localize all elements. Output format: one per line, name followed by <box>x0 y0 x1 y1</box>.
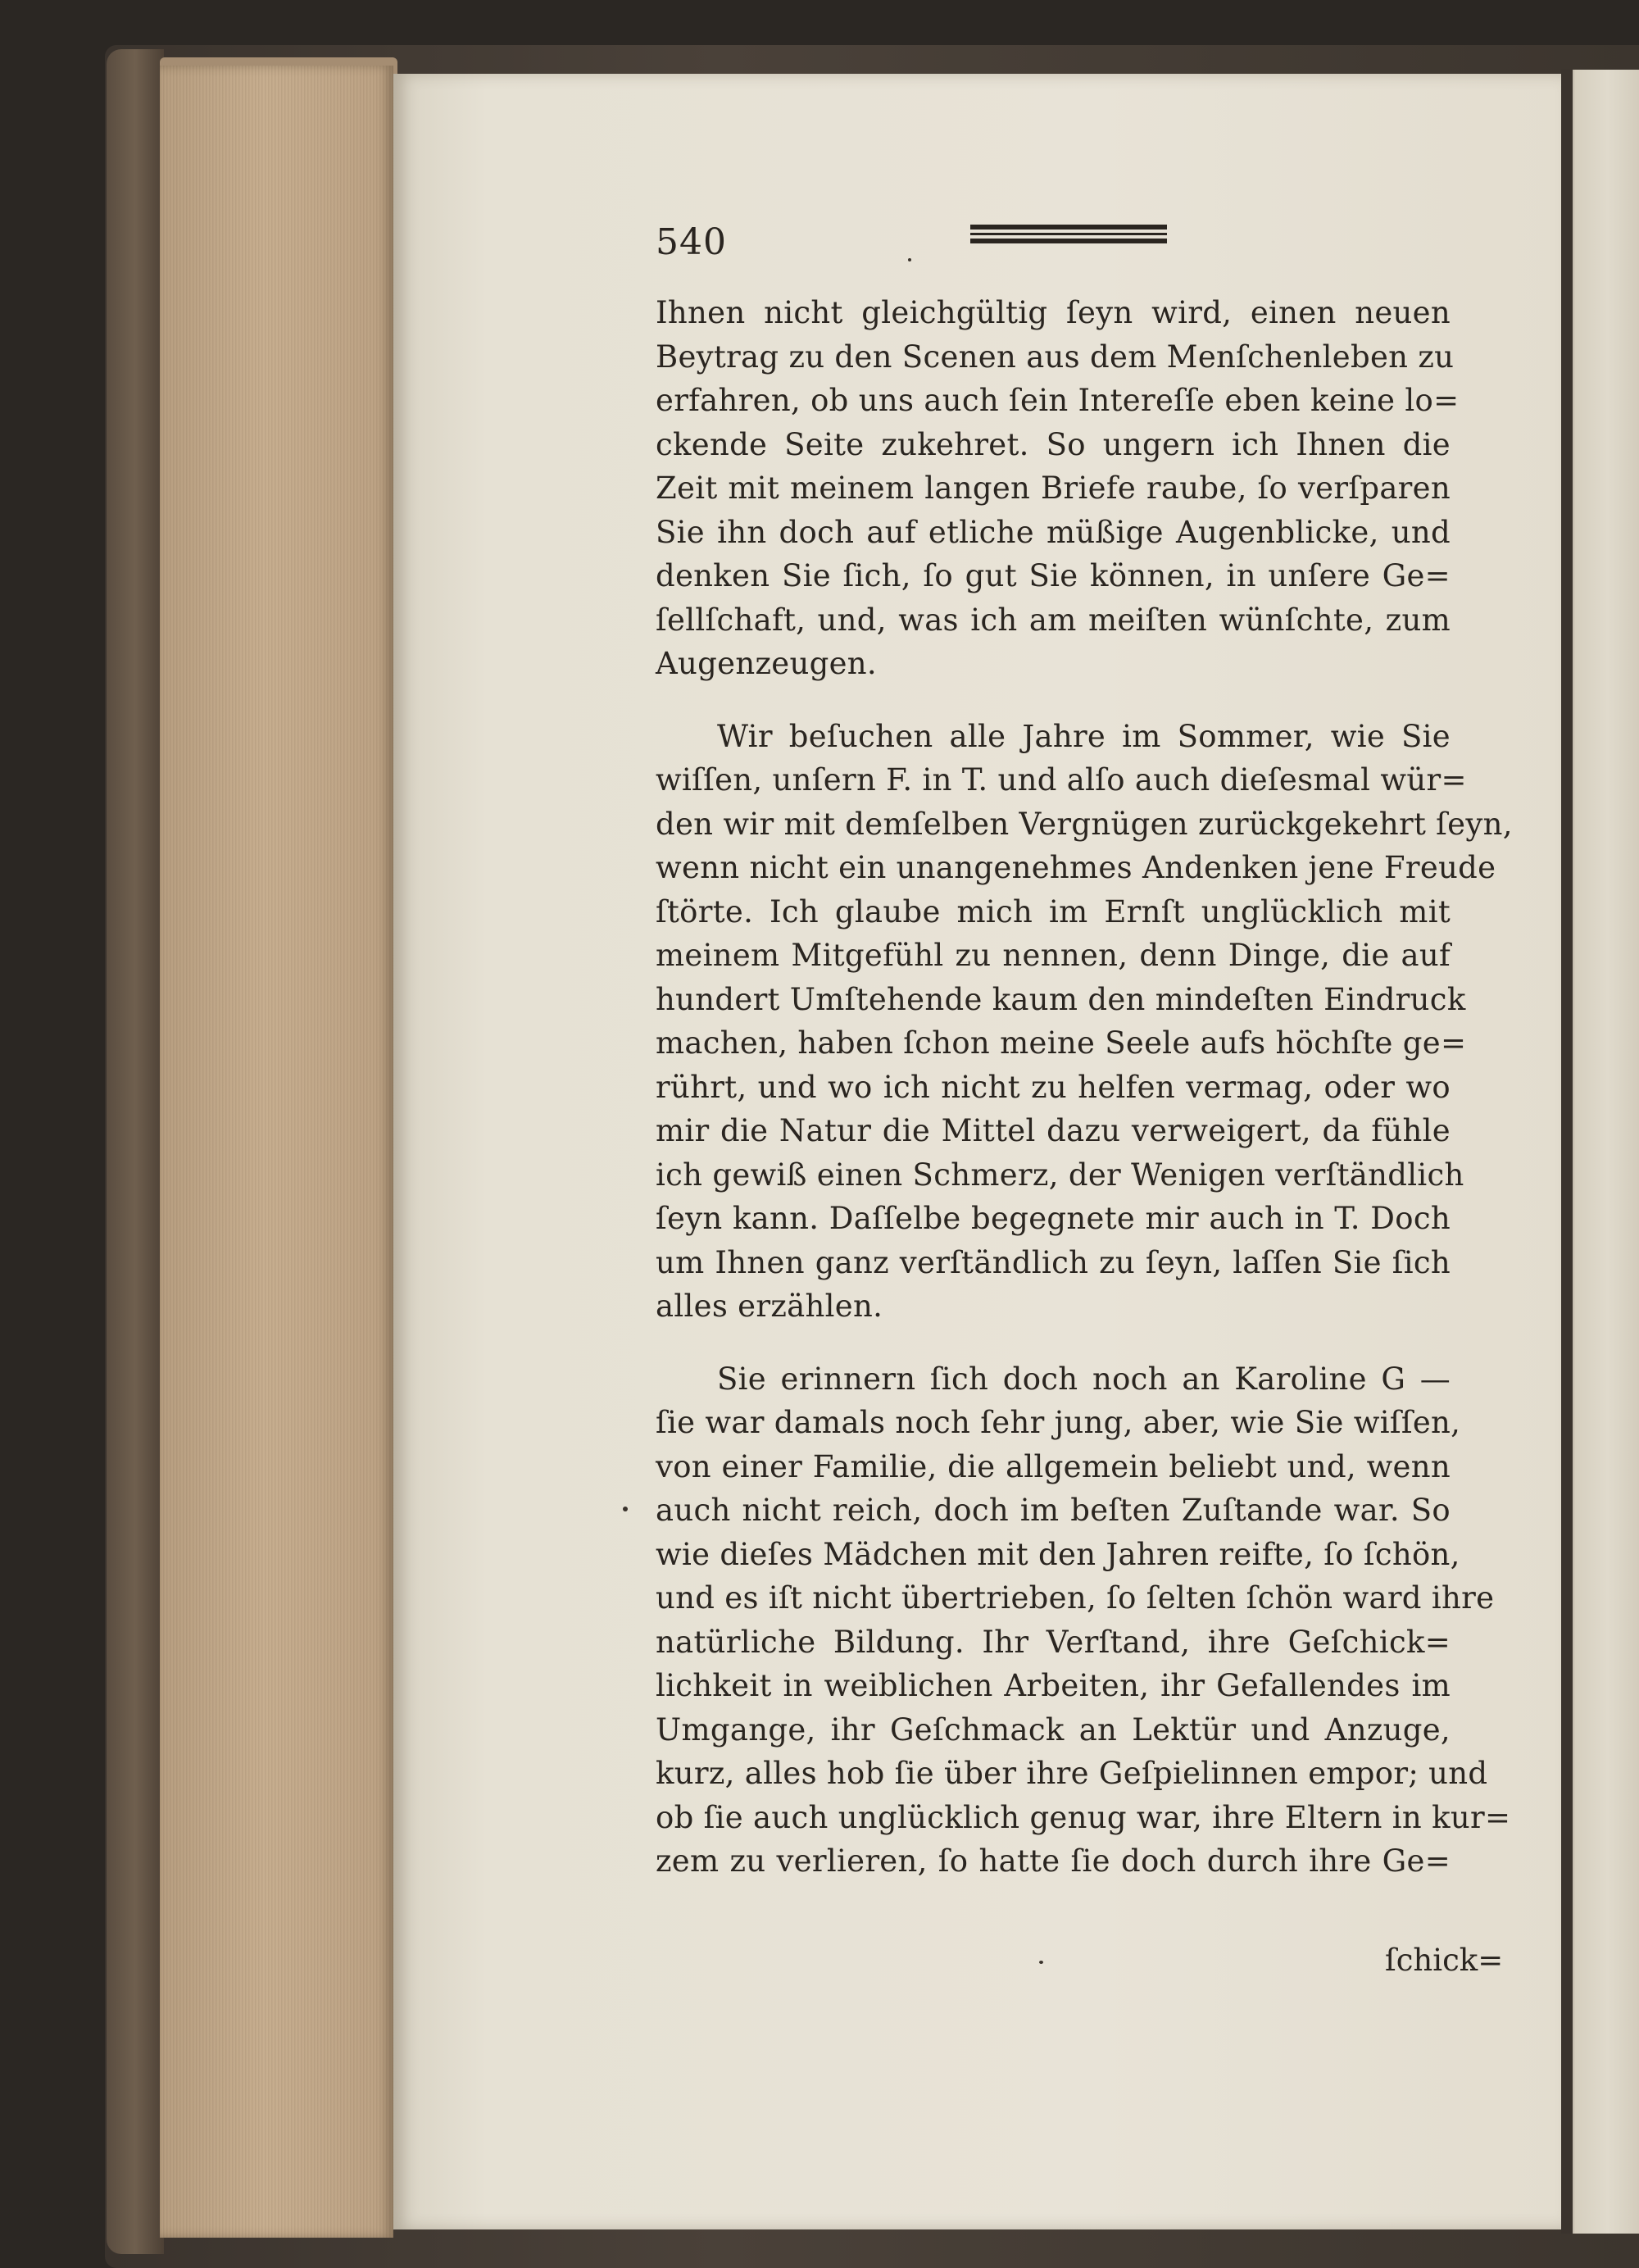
text-line: meinem Mitgefühl zu nennen, denn Dinge, die auf <box>656 938 1451 973</box>
text-line: natürliche Bildung. Ihr Verſtand, ihre Geſchick= <box>656 1624 1451 1660</box>
header-rule <box>970 239 1167 243</box>
text-line: kurz, alles hob ſie über ihre Geſpielinnen empor; und <box>656 1756 1488 1791</box>
facing-page-edge <box>1561 70 1639 2234</box>
text-line: Sie ihn doch auf etliche müßige Augenblicke, und <box>656 514 1451 550</box>
page-number: 540 <box>656 221 727 263</box>
body-text <box>656 291 1513 1884</box>
text-line: machen, haben ſchon meine Seele aufs höchſte ge= <box>656 1025 1467 1061</box>
text-line: ſtörte. Ich glaube mich im Ernſt unglücklich mit <box>656 893 1451 929</box>
text-line: zem zu verlieren, ſo hatte ſie doch durch ihre Ge= <box>656 1843 1451 1879</box>
paper-speck <box>908 258 911 261</box>
text-line: ſie war damals noch ſehr jung, aber, wie Sie wiſſen, <box>656 1405 1461 1440</box>
text-line: alles erzählen. <box>656 1289 883 1324</box>
text-line: ſellſchaft, und, was ich am meiſten wünſchte, zum <box>656 602 1451 638</box>
page-block-edge <box>160 66 393 2238</box>
text-line: Augenzeugen. <box>656 646 877 681</box>
text-line: ich gewiß einen Schmerz, der Wenigen verſtändlich <box>656 1157 1464 1193</box>
text-line: ob ſie auch unglücklich genug war, ihre Eltern in kur= <box>656 1799 1511 1835</box>
text-line: Umgange, ihr Geſchmack an Lektür und Anzuge, <box>656 1711 1451 1748</box>
header-rule <box>970 233 1167 235</box>
paragraph <box>656 715 1513 1329</box>
text-line: wie dieſes Mädchen mit den Jahren reifte, ſo ſchön, <box>656 1536 1460 1572</box>
text-line: ckende Seite zukehret. So ungern ich Ihnen die <box>656 426 1451 462</box>
text-line: Beytrag zu den Scenen aus dem Menſchenleben zu <box>656 339 1455 375</box>
text-line: von einer Familie, die allgemein beliebt und, wenn <box>656 1448 1451 1484</box>
text-line: und es iſt nicht übertrieben, ſo ſelten ſchön ward ihre <box>656 1580 1495 1616</box>
text-line: Zeit mit meinem langen Briefe raube, ſo verſparen <box>656 470 1451 506</box>
text-line: ſeyn kann. Daſſelbe begegnete mir auch in T. Doch <box>656 1201 1451 1236</box>
text-line: mir die Natur die Mittel dazu verweigert, da fühle <box>656 1113 1451 1148</box>
catchword: ſchick= <box>1385 1943 1504 1978</box>
text-line: den wir mit demſelben Vergnügen zurückgekehrt ſeyn, <box>656 806 1513 842</box>
paper-speck <box>1039 1961 1043 1964</box>
book-spine <box>107 49 164 2254</box>
text-line: um Ihnen ganz verſtändlich zu ſeyn, laſſen Sie ſich <box>656 1244 1451 1280</box>
text-line: Sie erinnern ſich doch noch an Karoline G — <box>717 1361 1451 1397</box>
paragraph <box>656 1357 1511 1884</box>
text-line: rührt, und wo ich nicht zu helfen vermag, oder wo <box>656 1069 1451 1105</box>
text-line: wiſſen, unſern F. in T. und alſo auch dieſesmal wür= <box>656 762 1467 798</box>
text-line: denken Sie ſich, ſo gut Sie können, in unſere Ge= <box>656 558 1451 593</box>
text-line: auch nicht reich, doch im beſten Zuſtande war. So <box>656 1493 1451 1528</box>
text-line: Wir beſuchen alle Jahre im Sommer, wie Sie <box>717 718 1451 754</box>
paper-speck <box>623 1507 628 1511</box>
paragraph <box>656 291 1460 686</box>
page-header <box>656 215 1164 264</box>
gutter-shadow <box>1561 70 1573 2234</box>
text-line: lichkeit in weiblichen Arbeiten, ihr Gefallendes im <box>656 1668 1451 1703</box>
text-line: wenn nicht ein unangenehmes Andenken jene Freude <box>656 850 1496 885</box>
header-rule <box>970 225 1167 230</box>
text-line: hundert Umſtehende kaum den mindeſten Eindruck <box>656 981 1466 1017</box>
text-line: erfahren, ob uns auch ſein Intereſſe eben keine lo= <box>656 383 1460 418</box>
text-line: Ihnen nicht gleichgültig ſeyn wird, einen neuen <box>656 295 1451 330</box>
